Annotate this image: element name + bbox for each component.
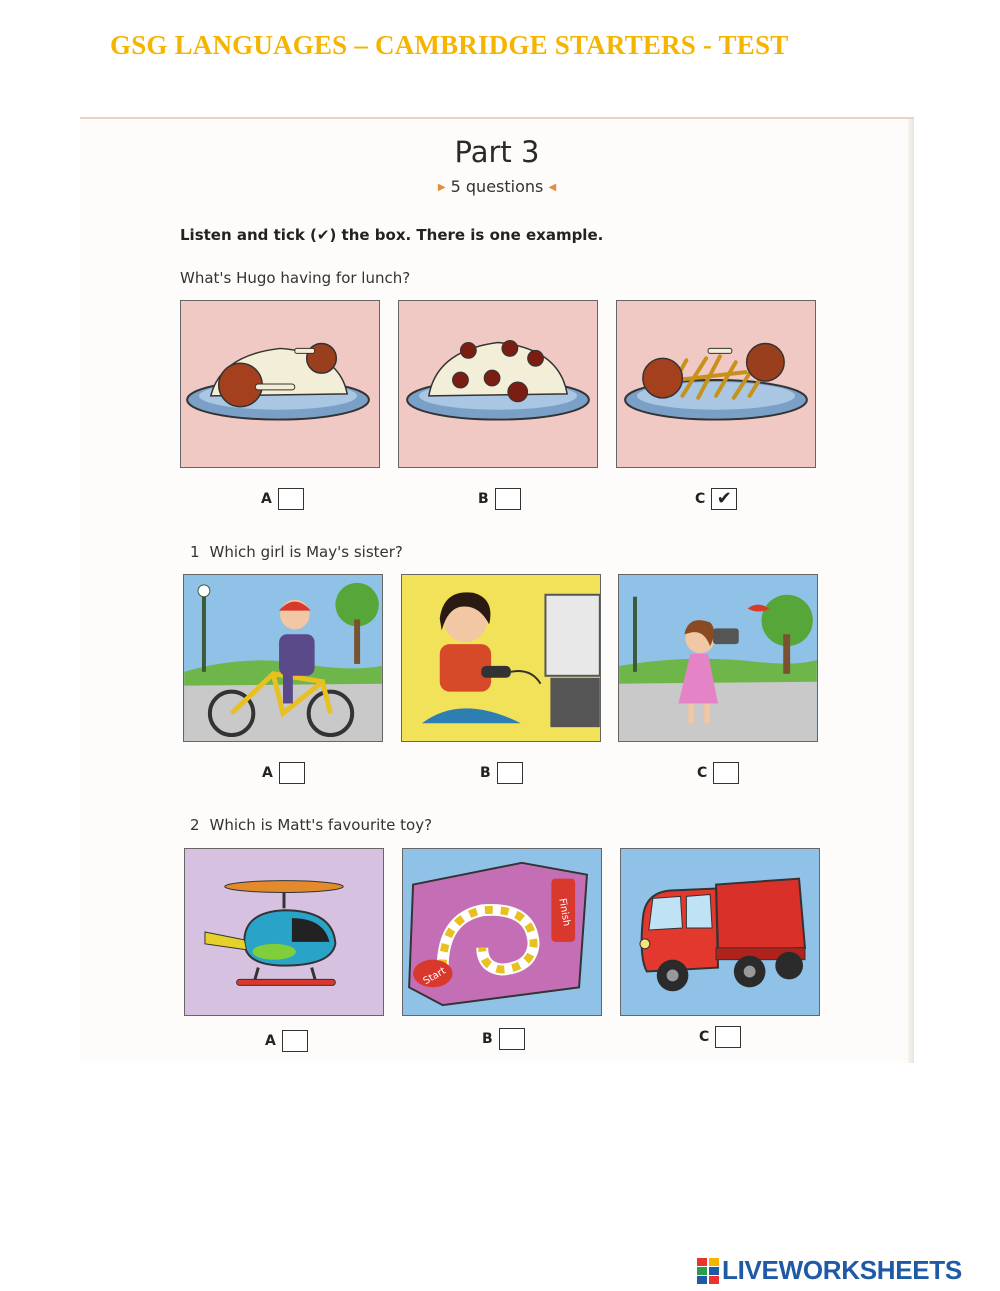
- question-1-picture-c: [618, 574, 818, 742]
- tick-box[interactable]: ✔: [711, 488, 737, 510]
- girl-on-bike-icon: [184, 575, 382, 741]
- worksheet-scan: [80, 117, 914, 1063]
- option-letter: C: [699, 1029, 710, 1045]
- option-letter: B: [480, 765, 491, 781]
- part-title: Part 3: [454, 135, 540, 169]
- triangle-right-icon: ▶: [437, 182, 446, 193]
- option-letter: B: [482, 1031, 493, 1047]
- question-2: [190, 816, 432, 834]
- instruction-text: Listen and tick (✔) the box. There is one example.: [180, 226, 604, 244]
- tick-box[interactable]: [282, 1030, 308, 1052]
- toy-truck-icon: [621, 849, 819, 1015]
- board-finish-label: Finish: [556, 897, 573, 928]
- question-2-picture-b: [402, 848, 602, 1016]
- liveworksheets-logo-icon: [697, 1258, 719, 1284]
- question-1-picture-b: [401, 574, 601, 742]
- example-option-c: [695, 488, 737, 510]
- question-text: Which is Matt's favourite toy?: [209, 816, 433, 834]
- option-letter: B: [478, 491, 489, 507]
- girl-with-camera-icon: [619, 575, 817, 741]
- part-subtitle-text: 5 questions: [450, 177, 544, 196]
- option-letter: A: [261, 491, 272, 507]
- toy-helicopter-icon: [185, 849, 383, 1015]
- example-picture-b: [398, 300, 598, 468]
- girl-playing-videogame-icon: [402, 575, 600, 741]
- plate-chicken-chips-icon: [617, 301, 815, 467]
- board-start-label: Start: [421, 965, 448, 988]
- plate-meatballs-rice-icon: [399, 301, 597, 467]
- question-2-option-a: [265, 1030, 308, 1052]
- option-letter: A: [265, 1033, 276, 1049]
- question-1-picture-a: [183, 574, 383, 742]
- question-2-picture-c: [620, 848, 820, 1016]
- tick-box[interactable]: [499, 1028, 525, 1050]
- triangle-left-icon: ◀: [548, 182, 557, 193]
- question-2-picture-a: [184, 848, 384, 1016]
- liveworksheets-brand[interactable]: [697, 1255, 962, 1286]
- tick-box[interactable]: [279, 762, 305, 784]
- question-1-option-a: [262, 762, 305, 784]
- example-picture-a: [180, 300, 380, 468]
- tick-box[interactable]: [278, 488, 304, 510]
- question-1-option-b: [480, 762, 523, 784]
- option-letter: A: [262, 765, 273, 781]
- question-1-option-c: [697, 762, 739, 784]
- option-letter: C: [695, 491, 706, 507]
- question-number: 2: [190, 816, 200, 834]
- document-title: GSG LANGUAGES – CAMBRIDGE STARTERS - TEST: [110, 30, 789, 60]
- example-option-b: [478, 488, 521, 510]
- scan-edge-shadow: [908, 119, 914, 1063]
- question-1: [190, 543, 403, 561]
- tick-box[interactable]: [715, 1026, 741, 1048]
- question-2-option-c: [699, 1026, 741, 1048]
- tick-box[interactable]: [713, 762, 739, 784]
- board-game-icon: [403, 849, 601, 1015]
- question-number: 1: [190, 543, 200, 561]
- part-subtitle: [80, 177, 914, 196]
- example-option-a: [261, 488, 304, 510]
- tick-box[interactable]: [495, 488, 521, 510]
- example-picture-c: [616, 300, 816, 468]
- tick-box[interactable]: [497, 762, 523, 784]
- example-question: What's Hugo having for lunch?: [180, 269, 411, 287]
- plate-chicken-rice-icon: [181, 301, 379, 467]
- question-text: Which girl is May's sister?: [209, 543, 403, 561]
- brand-name: LIVEWORKSHEETS: [722, 1255, 962, 1285]
- question-2-option-b: [482, 1028, 525, 1050]
- option-letter: C: [697, 765, 708, 781]
